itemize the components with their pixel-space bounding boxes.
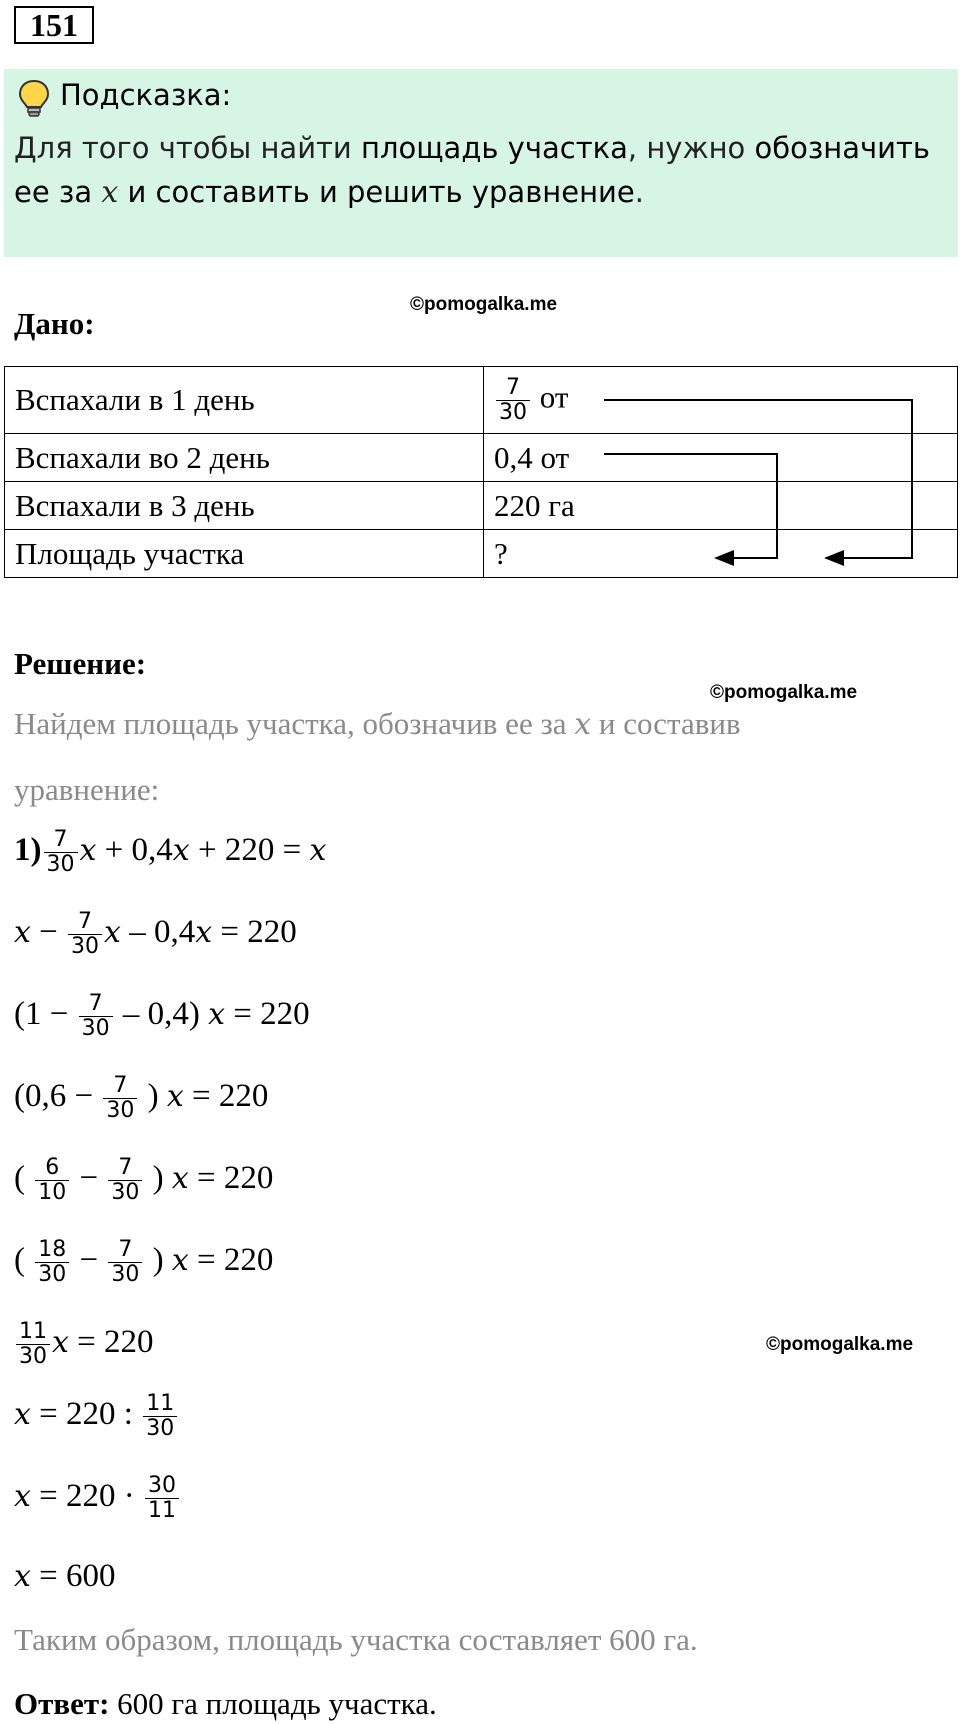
- solution-intro-cont: уравнение:: [14, 772, 160, 807]
- table-cell-value: $\frac{7}{30}$ от: [484, 367, 958, 434]
- equation-step-7: $\frac{11}{30}$ x = 220: [14, 1320, 154, 1369]
- task-number: 151: [14, 6, 94, 44]
- equation-step-9: x = 220 · $\frac{30}{11}$: [14, 1474, 181, 1523]
- table-cell-label: Вспахали в 3 день: [5, 482, 484, 530]
- equation-step-4: (0,6 − $\frac{7}{30}$ ) x = 220: [14, 1073, 269, 1123]
- table-cell-value: ?: [484, 530, 958, 578]
- watermark: ©pomogalka.me: [710, 682, 858, 703]
- hint-title: Подсказка:: [60, 78, 232, 112]
- reference-arrows: [0, 0, 960, 600]
- hint-text: Для того чтобы найти площадь участка, нужно обозначить ее за x и составить и решить уравнение.: [14, 131, 930, 210]
- equation-step-2: x − $\frac{7}{30}$ x – 0,4x = 220: [14, 909, 297, 959]
- conclusion-text: Таким образом, площадь участка составляет 600 га.: [14, 1622, 698, 1657]
- table-cell-value: 220 га: [484, 482, 958, 530]
- arrow-day1: [604, 400, 912, 558]
- equation-step-8: x = 220 : $\frac{11}{30}$: [14, 1392, 179, 1441]
- equation-step-1: 1) $\frac{7}{30}$ x + 0,4x + 220 = x: [14, 827, 327, 877]
- equation-step-6: ( $\frac{18}{30}$ − $\frac{7}{30}$ ) x = 220: [14, 1237, 274, 1287]
- arrow-day2: [604, 454, 777, 558]
- watermark: ©pomogalka.me: [410, 294, 558, 315]
- watermark: ©pomogalka.me: [766, 1334, 914, 1355]
- equation-step-3: (1 − $\frac{7}{30}$ – 0,4) x = 220: [14, 991, 310, 1041]
- answer: Ответ: 600 га площадь участка.: [14, 1686, 437, 1721]
- table-cell-value: 0,4 от: [484, 434, 958, 482]
- equation-step-10: x = 600: [14, 1558, 116, 1594]
- table-cell-label: Вспахали в 1 день: [5, 367, 484, 434]
- solution-label: Решение:: [14, 646, 147, 681]
- equation-step-5: ( $\frac{6}{10}$ − $\frac{7}{30}$ ) x = 220: [14, 1155, 274, 1205]
- given-label: Дано:: [14, 306, 95, 341]
- table-cell-label: Вспахали во 2 день: [5, 434, 484, 482]
- table-cell-label: Площадь участка: [5, 530, 484, 578]
- solution-intro: Найдем площадь участка, обозначив ее за x и составив: [14, 706, 741, 742]
